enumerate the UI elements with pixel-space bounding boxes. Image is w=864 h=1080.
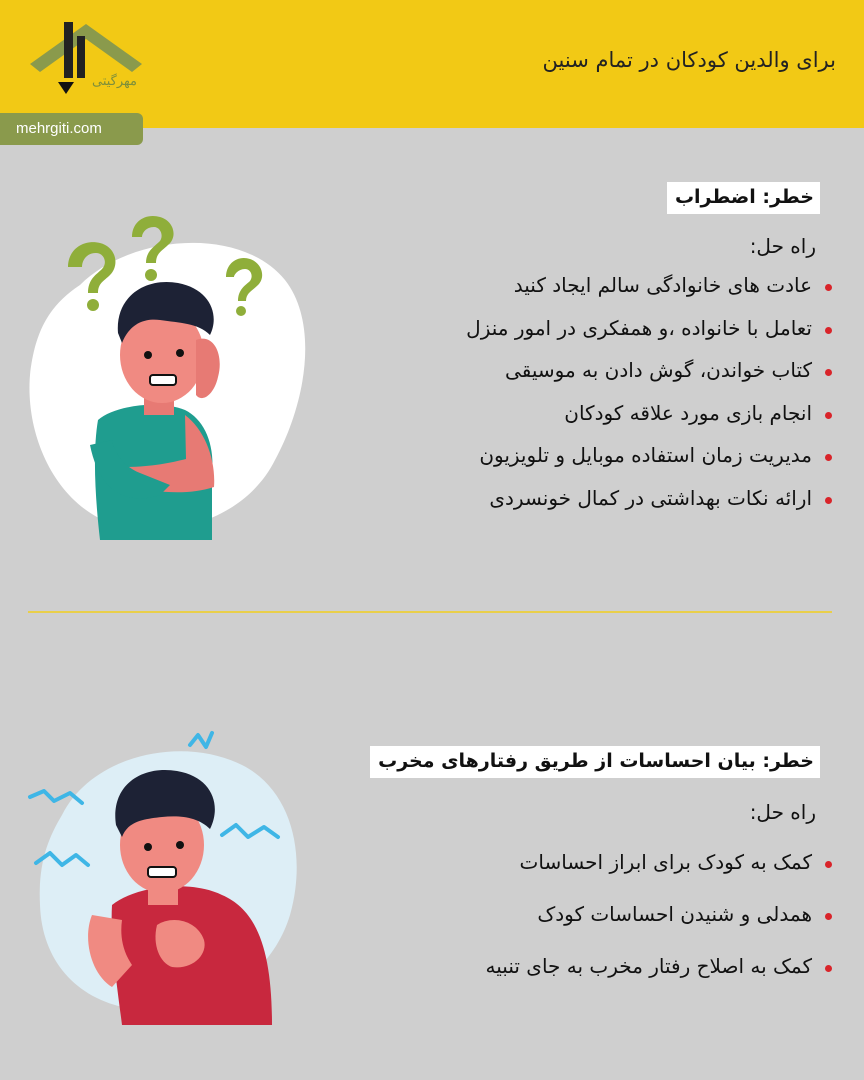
list-item-text: عادت های خانوادگی سالم ایجاد کنید — [513, 273, 812, 297]
list-item-text: ارائه نکات بهداشتی در کمال خونسردی — [489, 485, 812, 510]
bullet-icon — [825, 965, 832, 972]
list-item-text: مدیریت زمان استفاده موبایل و تلویزیون — [479, 443, 812, 467]
list-item — [466, 434, 834, 477]
solution-list-behavior — [486, 836, 834, 992]
solution-label: راه حل: — [749, 800, 816, 824]
page-title: برای والدین کودکان در تمام سنین — [542, 48, 836, 72]
bullet-icon — [825, 284, 832, 291]
logo-house-icon — [28, 18, 168, 108]
bullet-icon — [825, 861, 832, 868]
stressed-boy-illustration — [22, 725, 312, 1025]
list-item — [466, 477, 834, 520]
section-divider — [28, 611, 832, 613]
bullet-icon — [825, 369, 832, 376]
list-item — [486, 940, 834, 992]
anxious-boy-illustration — [20, 205, 310, 545]
solution-label: راه حل: — [749, 234, 816, 258]
bullet-icon — [825, 913, 832, 920]
list-item-text: همدلی و شنیدن احساسات کودک — [537, 902, 812, 926]
list-item — [466, 349, 834, 392]
list-item-text: کمک به کودک برای ابراز احساسات — [519, 850, 812, 874]
bullet-icon — [825, 327, 832, 334]
bullet-icon — [825, 454, 832, 461]
list-item — [486, 888, 834, 940]
solution-list-anxiety — [466, 264, 834, 519]
list-item-text: کتاب خواندن، گوش دادن به موسیقی — [505, 358, 812, 382]
list-item — [486, 836, 834, 888]
risk-label-behavior: خطر: بیان احساسات از طریق رفتارهای مخرب — [370, 746, 820, 778]
list-item-text: کمک به اصلاح رفتار مخرب به جای تنبیه — [485, 954, 812, 978]
header-bar — [0, 0, 864, 128]
bullet-icon — [825, 412, 832, 419]
site-url-badge[interactable]: mehrgiti.com — [0, 113, 143, 145]
list-item-text: انجام بازی مورد علاقه کودکان — [564, 400, 812, 425]
list-item — [466, 264, 834, 307]
list-item — [466, 307, 834, 350]
risk-label-anxiety: خطر: اضطراب — [667, 182, 820, 214]
list-item-text: تعامل با خانواده ،و همفکری در امور منزل — [466, 315, 812, 340]
bullet-icon — [825, 497, 832, 504]
list-item — [466, 392, 834, 435]
logo-text: مهرگیتی — [92, 74, 137, 89]
